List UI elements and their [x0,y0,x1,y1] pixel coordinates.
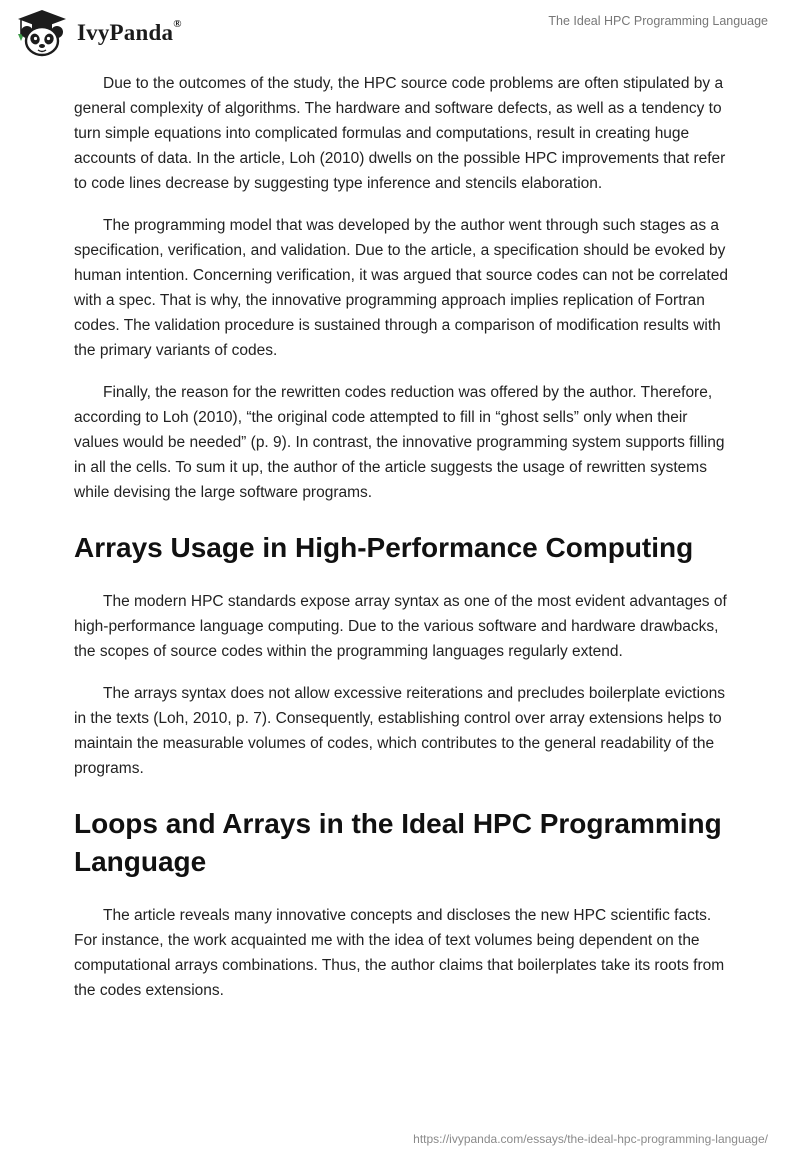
logo[interactable] [14,8,182,58]
essay-content [74,71,734,1020]
heading-arrays-usage: Arrays Usage in High-Performance Computing [74,532,694,563]
page-header [0,0,800,64]
logo-text: IvyPanda® [77,18,182,45]
registered-mark: ® [173,18,182,31]
document-title: The Ideal HPC Programming Language [548,14,768,28]
source-url[interactable]: https://ivypanda.com/essays/the-ideal-hpc-programming-language/ [413,1132,768,1146]
paragraph-programming-model: The programming model that was developed by the author went through such stages as a specification, verification, and validation. Due to the article, a specification should be evoked by human intention. Concerning verification, it was argued that source codes can not be correlated with a spec. That is why, the innovative programming approach implies replication of Fortran codes. The validation procedure is sustained through a comparison of modification results with the primary variants of codes. [74,217,728,359]
paragraph-rewritten-codes: Finally, the reason for the rewritten codes reduction was offered by the author. Therefore, according to Loh (2010), “the original code attempted to fill in “ghost sells” only when their values would be needed” (p. 9). In contrast, the innovative programming system supports filling in all the cells. To sum it up, the author of the article suggests the usage of rewritten systems while devising the large software programs. [74,384,725,501]
paragraph-arrays-syntax: The arrays syntax does not allow excessive reiterations and precludes boilerplate evictions in the texts (Loh, 2010, p. 7). Consequently, establishing control over array extensions helps to maintain the measurable volumes of codes, which contributes to the general readability of the programs. [74,685,726,777]
heading-loops-arrays: Loops and Arrays in the Ideal HPC Programming Language [74,808,722,877]
paragraph-study-outcomes: Due to the outcomes of the study, the HPC source code problems are often stipulated by a general complexity of algorithms. The hardware and software defects, as well as a tendency to turn simple equations into complicated formulas and computations, result in creating huge accounts of data. In the article, Loh (2010) dwells on the possible HPC improvements that refer to code lines decrease by suggesting type inference and stencils elaboration. [74,75,726,192]
panda-logo-icon [14,8,70,58]
paragraph-hpc-standards: The modern HPC standards expose array syntax as one of the most evident advantages of high-performance language computing. Due to the various software and hardware drawbacks, the scopes of source codes within the programming languages regularly extend. [74,593,727,660]
paragraph-innovative-concepts: The article reveals many innovative concepts and discloses the new HPC scientific facts. For instance, the work acquainted me with the idea of text volumes being dependent on the computational arrays combinations. Thus, the author claims that boilerplates take its roots from the codes extensions. [74,907,725,999]
